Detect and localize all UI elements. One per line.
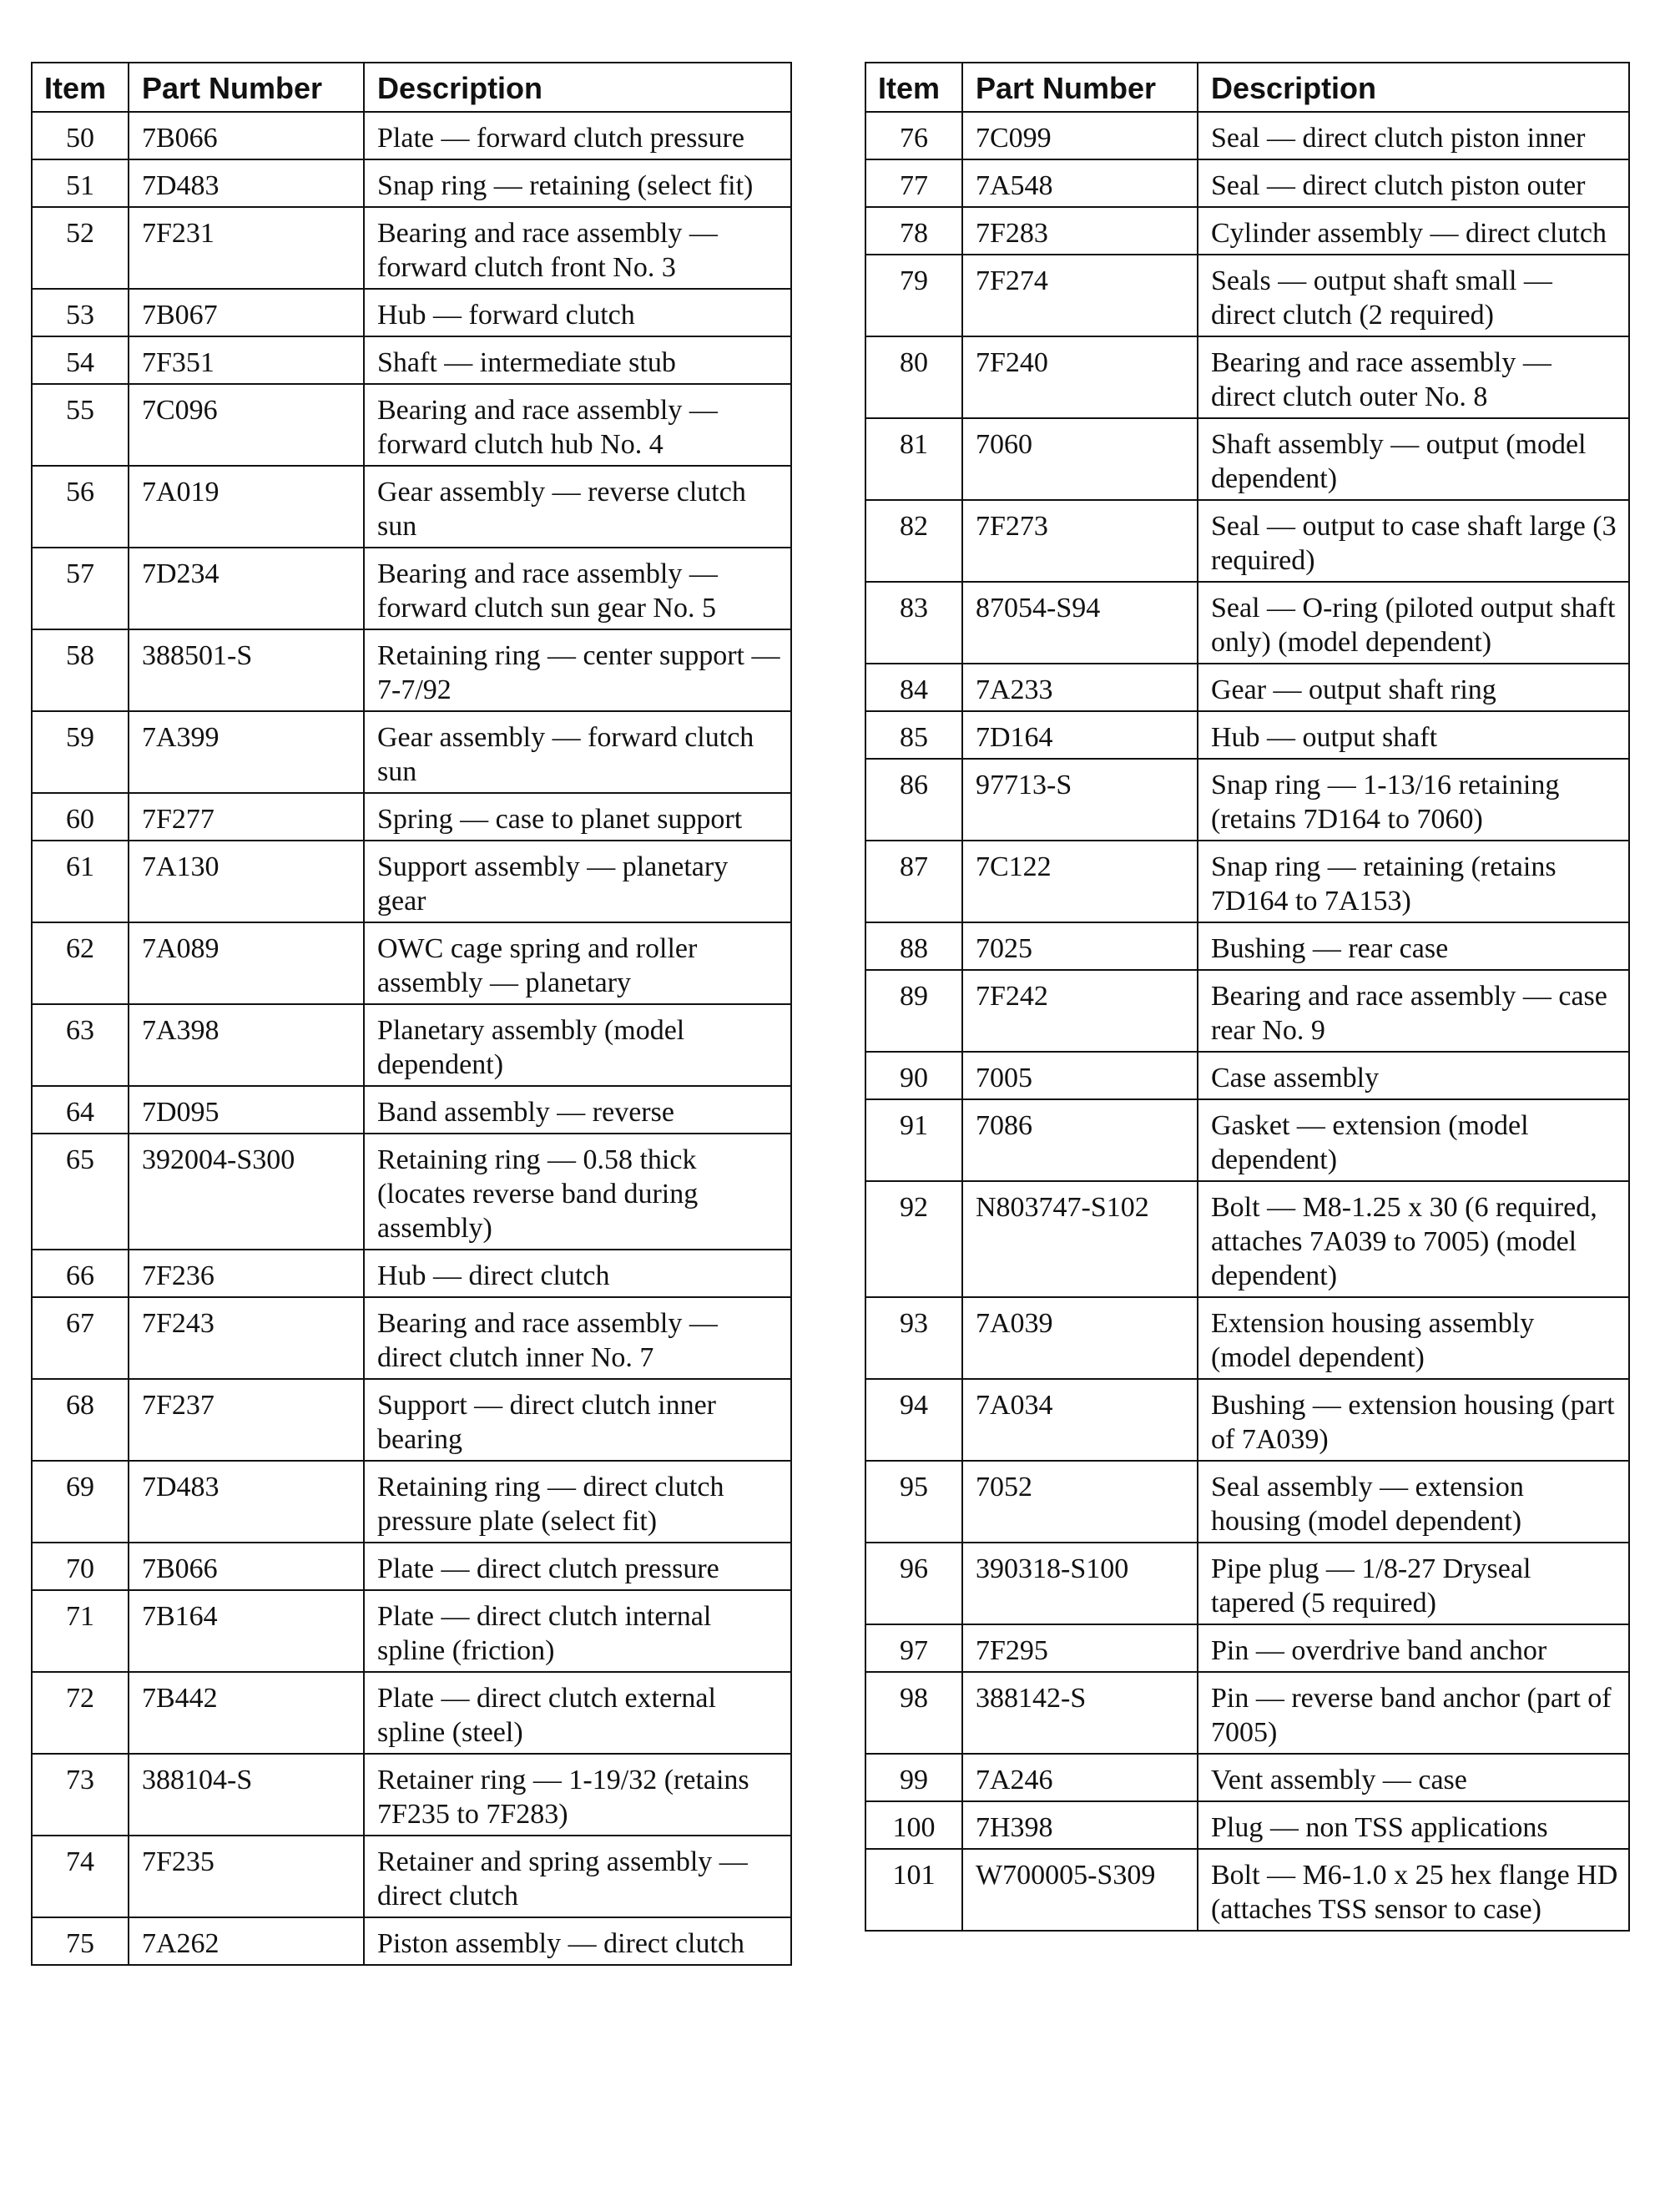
table-row bbox=[865, 112, 1629, 159]
item-number-cell: 77 bbox=[865, 159, 962, 207]
column-header-description: Description bbox=[1198, 63, 1629, 112]
item-number-cell: 85 bbox=[865, 711, 962, 759]
part-number-cell: 7F242 bbox=[962, 970, 1198, 1052]
part-number-cell: 7025 bbox=[962, 922, 1198, 970]
part-number-cell: 7A130 bbox=[129, 841, 364, 922]
item-number-cell: 68 bbox=[32, 1379, 129, 1461]
part-number-cell: 87054-S94 bbox=[962, 582, 1198, 664]
column-header-description: Description bbox=[364, 63, 791, 112]
part-number-cell: 7005 bbox=[962, 1052, 1198, 1099]
table-row bbox=[32, 1543, 791, 1590]
table-row bbox=[32, 1134, 791, 1250]
description-cell: Plate — direct clutch pressure bbox=[364, 1543, 791, 1590]
table-row bbox=[865, 582, 1629, 664]
description-cell: Seal — O-ring (piloted output shaft only) (model dependent) bbox=[1198, 582, 1629, 664]
item-number-cell: 78 bbox=[865, 207, 962, 255]
part-number-cell: 7052 bbox=[962, 1461, 1198, 1543]
table-header-row bbox=[32, 63, 791, 112]
item-number-cell: 93 bbox=[865, 1297, 962, 1379]
item-number-cell: 99 bbox=[865, 1754, 962, 1801]
description-cell: Support assembly — planetary gear bbox=[364, 841, 791, 922]
table-row bbox=[32, 1754, 791, 1836]
description-cell: Gear assembly — reverse clutch sun bbox=[364, 466, 791, 548]
table-row bbox=[865, 711, 1629, 759]
part-number-cell: 7B164 bbox=[129, 1590, 364, 1672]
item-number-cell: 52 bbox=[32, 207, 129, 289]
item-number-cell: 92 bbox=[865, 1181, 962, 1297]
item-number-cell: 76 bbox=[865, 112, 962, 159]
part-number-cell: 7A233 bbox=[962, 664, 1198, 711]
part-number-cell: 7B442 bbox=[129, 1672, 364, 1754]
item-number-cell: 54 bbox=[32, 336, 129, 384]
item-number-cell: 74 bbox=[32, 1836, 129, 1917]
description-cell: Snap ring — retaining (select fit) bbox=[364, 159, 791, 207]
part-number-cell: 7F235 bbox=[129, 1836, 364, 1917]
table-row bbox=[32, 793, 791, 841]
table-row bbox=[32, 1250, 791, 1297]
description-cell: Bushing — extension housing (part of 7A039) bbox=[1198, 1379, 1629, 1461]
item-number-cell: 97 bbox=[865, 1624, 962, 1672]
table-row bbox=[32, 112, 791, 159]
item-number-cell: 88 bbox=[865, 922, 962, 970]
description-cell: Gasket — extension (model dependent) bbox=[1198, 1099, 1629, 1181]
item-number-cell: 65 bbox=[32, 1134, 129, 1250]
part-number-cell: 7F351 bbox=[129, 336, 364, 384]
part-number-cell: 7A399 bbox=[129, 711, 364, 793]
description-cell: Seal — output to case shaft large (3 required) bbox=[1198, 500, 1629, 582]
description-cell: Pin — reverse band anchor (part of 7005) bbox=[1198, 1672, 1629, 1754]
table-row bbox=[32, 159, 791, 207]
description-cell: Retaining ring — 0.58 thick (locates reverse band during assembly) bbox=[364, 1134, 791, 1250]
table-row bbox=[32, 384, 791, 466]
item-number-cell: 62 bbox=[32, 922, 129, 1004]
part-number-cell: 7F240 bbox=[962, 336, 1198, 418]
description-cell: Planetary assembly (model dependent) bbox=[364, 1004, 791, 1086]
part-number-cell: 7D483 bbox=[129, 1461, 364, 1543]
item-number-cell: 53 bbox=[32, 289, 129, 336]
description-cell: Seals — output shaft small — direct clutch (2 required) bbox=[1198, 255, 1629, 336]
table-row bbox=[865, 207, 1629, 255]
description-cell: Support — direct clutch inner bearing bbox=[364, 1379, 791, 1461]
item-number-cell: 56 bbox=[32, 466, 129, 548]
item-number-cell: 71 bbox=[32, 1590, 129, 1672]
part-number-cell: 7F273 bbox=[962, 500, 1198, 582]
part-number-cell: 7F283 bbox=[962, 207, 1198, 255]
item-number-cell: 58 bbox=[32, 629, 129, 711]
description-cell: Band assembly — reverse bbox=[364, 1086, 791, 1134]
item-number-cell: 95 bbox=[865, 1461, 962, 1543]
description-cell: OWC cage spring and roller assembly — planetary bbox=[364, 922, 791, 1004]
description-cell: Bolt — M6-1.0 x 25 hex flange HD (attaches TSS sensor to case) bbox=[1198, 1849, 1629, 1931]
description-cell: Seal — direct clutch piston outer bbox=[1198, 159, 1629, 207]
item-number-cell: 89 bbox=[865, 970, 962, 1052]
part-number-cell: 7F243 bbox=[129, 1297, 364, 1379]
table-row bbox=[32, 1086, 791, 1134]
part-number-cell: 7A398 bbox=[129, 1004, 364, 1086]
table-row bbox=[32, 1917, 791, 1965]
item-number-cell: 70 bbox=[32, 1543, 129, 1590]
column-header-item: Item bbox=[865, 63, 962, 112]
item-number-cell: 91 bbox=[865, 1099, 962, 1181]
table-row bbox=[865, 500, 1629, 582]
item-number-cell: 87 bbox=[865, 841, 962, 922]
item-number-cell: 57 bbox=[32, 548, 129, 629]
description-cell: Retainer and spring assembly — direct clutch bbox=[364, 1836, 791, 1917]
item-number-cell: 83 bbox=[865, 582, 962, 664]
part-number-cell: 7F237 bbox=[129, 1379, 364, 1461]
item-number-cell: 60 bbox=[32, 793, 129, 841]
description-cell: Hub — direct clutch bbox=[364, 1250, 791, 1297]
table-header-row bbox=[865, 63, 1629, 112]
part-number-cell: 7F274 bbox=[962, 255, 1198, 336]
description-cell: Bearing and race assembly — forward clutch front No. 3 bbox=[364, 207, 791, 289]
description-cell: Bearing and race assembly — forward clutch hub No. 4 bbox=[364, 384, 791, 466]
table-row bbox=[865, 1543, 1629, 1624]
item-number-cell: 51 bbox=[32, 159, 129, 207]
part-number-cell: N803747-S102 bbox=[962, 1181, 1198, 1297]
item-number-cell: 79 bbox=[865, 255, 962, 336]
item-number-cell: 59 bbox=[32, 711, 129, 793]
item-number-cell: 64 bbox=[32, 1086, 129, 1134]
table-row bbox=[865, 159, 1629, 207]
part-number-cell: 7C099 bbox=[962, 112, 1198, 159]
description-cell: Bearing and race assembly — direct clutch outer No. 8 bbox=[1198, 336, 1629, 418]
part-number-cell: 7A246 bbox=[962, 1754, 1198, 1801]
item-number-cell: 101 bbox=[865, 1849, 962, 1931]
item-number-cell: 72 bbox=[32, 1672, 129, 1754]
table-row bbox=[32, 1461, 791, 1543]
item-number-cell: 69 bbox=[32, 1461, 129, 1543]
description-cell: Snap ring — 1-13/16 retaining (retains 7D164 to 7060) bbox=[1198, 759, 1629, 841]
table-row bbox=[865, 1297, 1629, 1379]
table-row bbox=[865, 1624, 1629, 1672]
part-number-cell: 7060 bbox=[962, 418, 1198, 500]
description-cell: Seal assembly — extension housing (model dependent) bbox=[1198, 1461, 1629, 1543]
description-cell: Pin — overdrive band anchor bbox=[1198, 1624, 1629, 1672]
table-row bbox=[32, 629, 791, 711]
part-number-cell: 97713-S bbox=[962, 759, 1198, 841]
item-number-cell: 94 bbox=[865, 1379, 962, 1461]
column-header-part-number: Part Number bbox=[129, 63, 364, 112]
item-number-cell: 80 bbox=[865, 336, 962, 418]
table-row bbox=[865, 664, 1629, 711]
description-cell: Case assembly bbox=[1198, 1052, 1629, 1099]
part-number-cell: 388501-S bbox=[129, 629, 364, 711]
part-number-cell: 7086 bbox=[962, 1099, 1198, 1181]
table-row bbox=[865, 759, 1629, 841]
description-cell: Bearing and race assembly — direct clutch inner No. 7 bbox=[364, 1297, 791, 1379]
item-number-cell: 100 bbox=[865, 1801, 962, 1849]
part-number-cell: 388104-S bbox=[129, 1754, 364, 1836]
item-number-cell: 96 bbox=[865, 1543, 962, 1624]
description-cell: Seal — direct clutch piston inner bbox=[1198, 112, 1629, 159]
item-number-cell: 90 bbox=[865, 1052, 962, 1099]
table-row bbox=[32, 922, 791, 1004]
part-number-cell: 7B066 bbox=[129, 1543, 364, 1590]
description-cell: Plate — forward clutch pressure bbox=[364, 112, 791, 159]
part-number-cell: 7A019 bbox=[129, 466, 364, 548]
description-cell: Cylinder assembly — direct clutch bbox=[1198, 207, 1629, 255]
table-row bbox=[32, 289, 791, 336]
description-cell: Bolt — M8-1.25 x 30 (6 required, attaches 7A039 to 7005) (model dependent) bbox=[1198, 1181, 1629, 1297]
part-number-cell: 388142-S bbox=[962, 1672, 1198, 1754]
table-row bbox=[865, 255, 1629, 336]
item-number-cell: 86 bbox=[865, 759, 962, 841]
table-row bbox=[32, 1590, 791, 1672]
part-number-cell: 7F231 bbox=[129, 207, 364, 289]
part-number-cell: 7D164 bbox=[962, 711, 1198, 759]
part-number-cell: 392004-S300 bbox=[129, 1134, 364, 1250]
table-row bbox=[865, 1672, 1629, 1754]
part-number-cell: 7B066 bbox=[129, 112, 364, 159]
part-number-cell: 7A262 bbox=[129, 1917, 364, 1965]
item-number-cell: 84 bbox=[865, 664, 962, 711]
item-number-cell: 75 bbox=[32, 1917, 129, 1965]
table-row bbox=[32, 1297, 791, 1379]
description-cell: Spring — case to planet support bbox=[364, 793, 791, 841]
part-number-cell: 7F277 bbox=[129, 793, 364, 841]
description-cell: Shaft — intermediate stub bbox=[364, 336, 791, 384]
table-row bbox=[865, 970, 1629, 1052]
table-row bbox=[32, 1379, 791, 1461]
part-number-cell: 7D095 bbox=[129, 1086, 364, 1134]
description-cell: Snap ring — retaining (retains 7D164 to 7A153) bbox=[1198, 841, 1629, 922]
table-row bbox=[32, 841, 791, 922]
item-number-cell: 55 bbox=[32, 384, 129, 466]
part-number-cell: 7H398 bbox=[962, 1801, 1198, 1849]
column-header-item: Item bbox=[32, 63, 129, 112]
description-cell: Vent assembly — case bbox=[1198, 1754, 1629, 1801]
part-number-cell: 7F236 bbox=[129, 1250, 364, 1297]
part-number-cell: 7C096 bbox=[129, 384, 364, 466]
description-cell: Bushing — rear case bbox=[1198, 922, 1629, 970]
column-header-part-number: Part Number bbox=[962, 63, 1198, 112]
description-cell: Plate — direct clutch internal spline (friction) bbox=[364, 1590, 791, 1672]
table-row bbox=[32, 466, 791, 548]
part-number-cell: 7C122 bbox=[962, 841, 1198, 922]
description-cell: Gear — output shaft ring bbox=[1198, 664, 1629, 711]
description-cell: Retaining ring — center support — 7-7/92 bbox=[364, 629, 791, 711]
description-cell: Pipe plug — 1/8-27 Dryseal tapered (5 required) bbox=[1198, 1543, 1629, 1624]
item-number-cell: 81 bbox=[865, 418, 962, 500]
table-row bbox=[865, 418, 1629, 500]
table-row bbox=[32, 336, 791, 384]
part-number-cell: 7A548 bbox=[962, 159, 1198, 207]
part-number-cell: 7F295 bbox=[962, 1624, 1198, 1672]
part-number-cell: 7D483 bbox=[129, 159, 364, 207]
table-row bbox=[865, 922, 1629, 970]
table-row bbox=[865, 1181, 1629, 1297]
part-number-cell: 7A039 bbox=[962, 1297, 1198, 1379]
table-row bbox=[865, 336, 1629, 418]
description-cell: Hub — forward clutch bbox=[364, 289, 791, 336]
part-number-cell: 7D234 bbox=[129, 548, 364, 629]
table-row bbox=[865, 1801, 1629, 1849]
part-number-cell: 7B067 bbox=[129, 289, 364, 336]
item-number-cell: 67 bbox=[32, 1297, 129, 1379]
table-row bbox=[865, 1052, 1629, 1099]
description-cell: Shaft assembly — output (model dependent) bbox=[1198, 418, 1629, 500]
parts-table-right bbox=[865, 62, 1630, 1932]
table-row bbox=[32, 1836, 791, 1917]
item-number-cell: 73 bbox=[32, 1754, 129, 1836]
table-row bbox=[865, 1099, 1629, 1181]
item-number-cell: 50 bbox=[32, 112, 129, 159]
part-number-cell: 390318-S100 bbox=[962, 1543, 1198, 1624]
description-cell: Extension housing assembly (model dependent) bbox=[1198, 1297, 1629, 1379]
parts-table-left bbox=[31, 62, 792, 1966]
item-number-cell: 66 bbox=[32, 1250, 129, 1297]
table-row bbox=[32, 1672, 791, 1754]
description-cell: Retaining ring — direct clutch pressure plate (select fit) bbox=[364, 1461, 791, 1543]
description-cell: Piston assembly — direct clutch bbox=[364, 1917, 791, 1965]
table-row bbox=[32, 711, 791, 793]
table-row bbox=[32, 1004, 791, 1086]
description-cell: Plug — non TSS applications bbox=[1198, 1801, 1629, 1849]
part-number-cell: 7A034 bbox=[962, 1379, 1198, 1461]
table-row bbox=[32, 548, 791, 629]
part-number-cell: W700005-S309 bbox=[962, 1849, 1198, 1931]
description-cell: Retainer ring — 1-19/32 (retains 7F235 to 7F283) bbox=[364, 1754, 791, 1836]
description-cell: Hub — output shaft bbox=[1198, 711, 1629, 759]
item-number-cell: 82 bbox=[865, 500, 962, 582]
description-cell: Bearing and race assembly — forward clutch sun gear No. 5 bbox=[364, 548, 791, 629]
table-row bbox=[865, 1379, 1629, 1461]
item-number-cell: 61 bbox=[32, 841, 129, 922]
part-number-cell: 7A089 bbox=[129, 922, 364, 1004]
table-row bbox=[32, 207, 791, 289]
description-cell: Plate — direct clutch external spline (steel) bbox=[364, 1672, 791, 1754]
table-row bbox=[865, 1754, 1629, 1801]
table-row bbox=[865, 1461, 1629, 1543]
item-number-cell: 63 bbox=[32, 1004, 129, 1086]
table-row bbox=[865, 841, 1629, 922]
item-number-cell: 98 bbox=[865, 1672, 962, 1754]
description-cell: Bearing and race assembly — case rear No. 9 bbox=[1198, 970, 1629, 1052]
table-row bbox=[865, 1849, 1629, 1931]
description-cell: Gear assembly — forward clutch sun bbox=[364, 711, 791, 793]
